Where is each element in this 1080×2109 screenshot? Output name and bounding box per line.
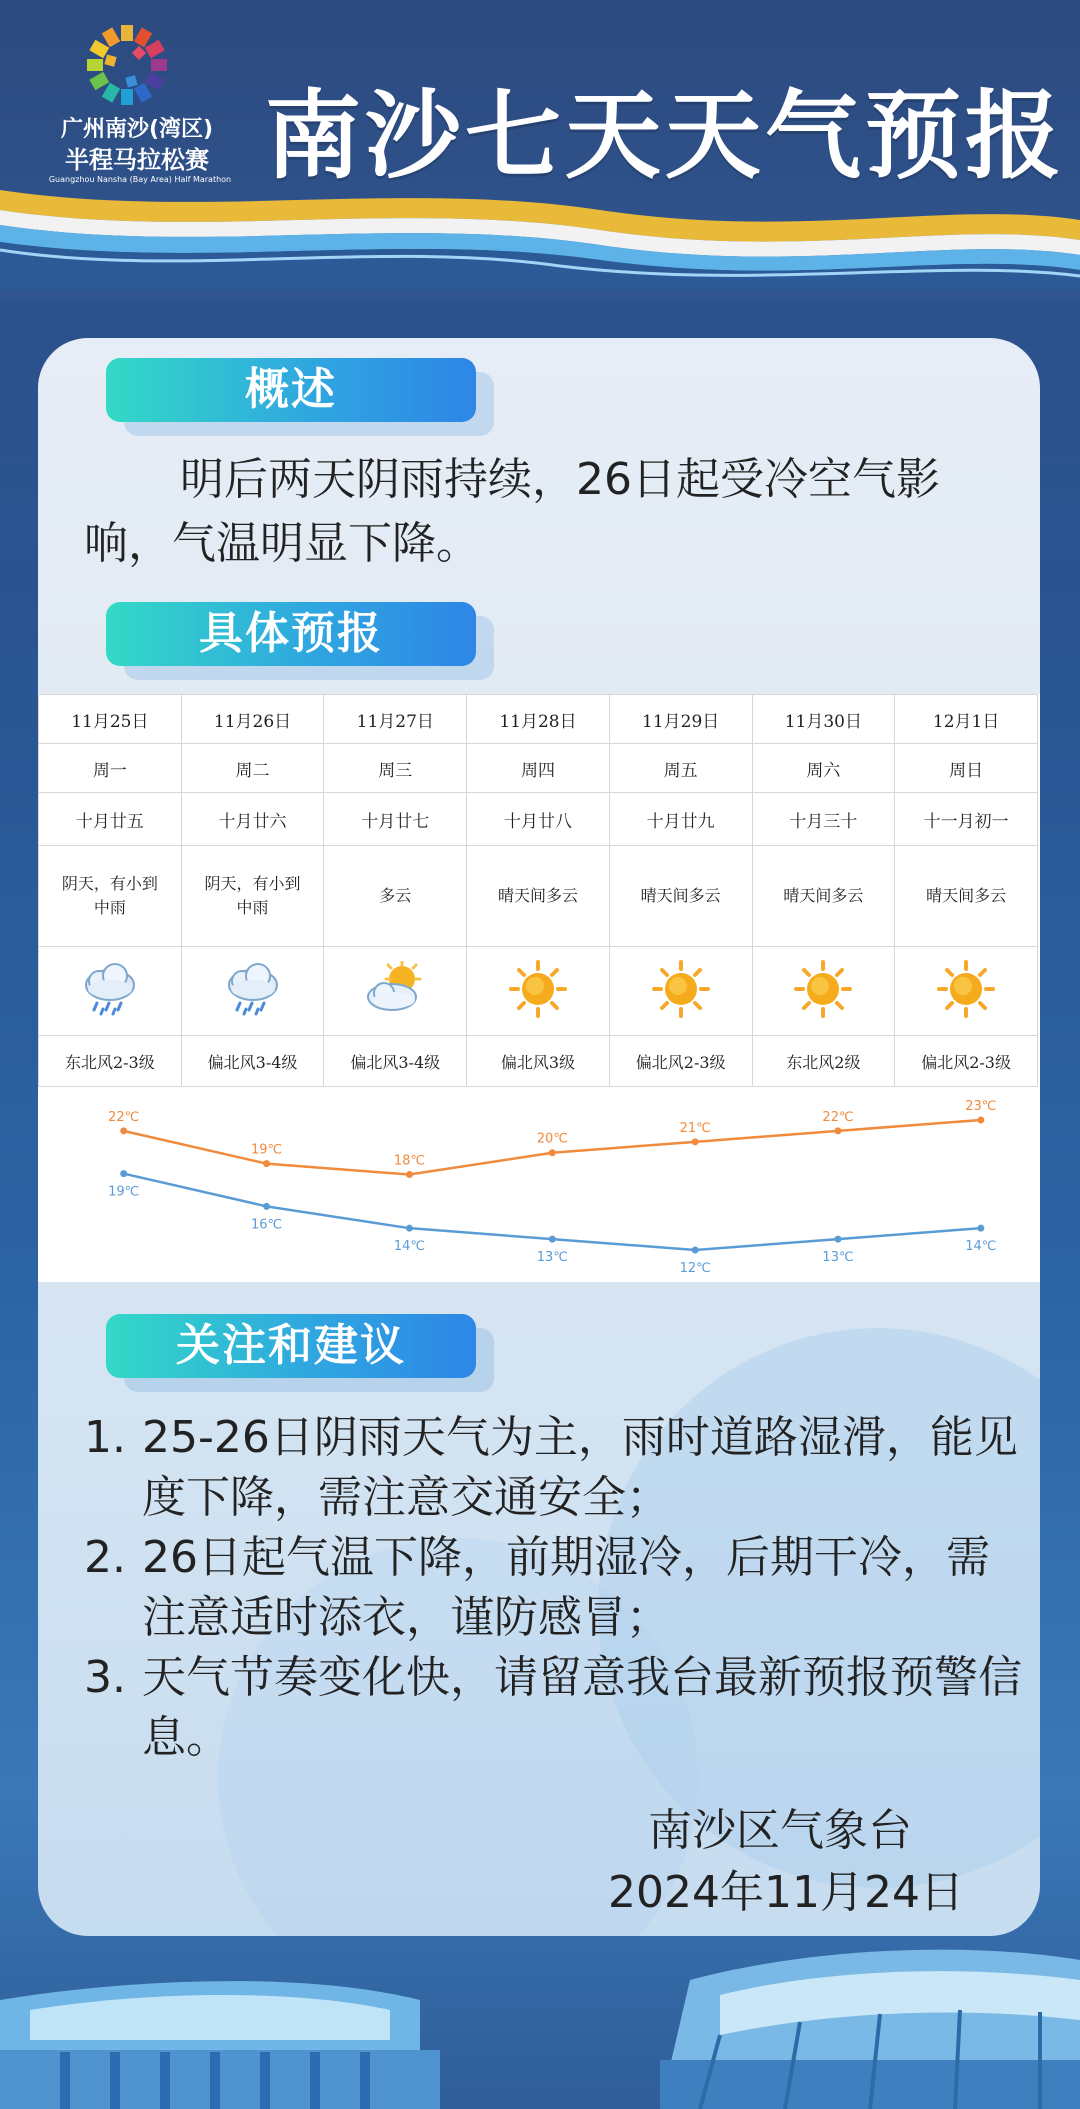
row-weekday (39, 744, 1038, 793)
cell-lunar: 十月廿五 (39, 793, 182, 846)
temp-label: 13℃ (822, 1250, 854, 1266)
temp-point (835, 1236, 842, 1243)
logo-line3: Guangzhou Nansha (Bay Area) Half Marathon (48, 175, 232, 184)
advice-text: 25-26日阴雨天气为主，雨时道路湿滑，能见度下降，需注意交通安全； (142, 1412, 1018, 1523)
section-header-advice (106, 1314, 476, 1378)
cell-wind: 偏北风3级 (467, 1036, 610, 1087)
cell-wind: 东北风2-3级 (39, 1036, 182, 1087)
advice-text: 天气节奏变化快，请留意我台最新预报预警信息。 (142, 1652, 1022, 1763)
cell-lunar: 十月廿八 (467, 793, 610, 846)
advice-number: 2. (84, 1532, 126, 1583)
cloud-sun-icon (362, 961, 428, 1017)
temp-point (406, 1171, 413, 1178)
temp-label: 14℃ (393, 1239, 426, 1255)
sun-icon (505, 959, 571, 1019)
cell-date: 12月1日 (895, 695, 1038, 744)
temp-label: 22℃ (822, 1109, 854, 1125)
temp-point (549, 1236, 556, 1243)
temp-point (835, 1127, 842, 1134)
row-wind (39, 1036, 1038, 1087)
cell-lunar: 十月三十 (752, 793, 895, 846)
temp-point (263, 1203, 270, 1210)
advice-item (84, 1528, 1024, 1648)
temp-point (549, 1149, 556, 1156)
cell-lunar: 十月廿九 (609, 793, 752, 846)
row-icons (39, 947, 1038, 1036)
logo-mark-icon (82, 20, 172, 110)
cell-date: 11月26日 (181, 695, 324, 744)
advice-list (84, 1408, 1024, 1768)
weather-text: 阴天，有小到中雨 (204, 874, 301, 917)
temp-point (406, 1225, 413, 1232)
cell-weather (39, 846, 182, 947)
advice-text: 26日起气温下降，前期湿冷，后期干冷，需注意适时添衣，谨防感冒； (142, 1532, 990, 1643)
forecast-table (38, 694, 1040, 1282)
advice-number: 3. (84, 1652, 126, 1703)
cell-weekday: 周四 (467, 744, 610, 793)
cell-date: 11月29日 (609, 695, 752, 744)
cell-date: 11月30日 (752, 695, 895, 744)
row-weather (39, 846, 1038, 947)
logo-line1: 广州南沙(湾区) (60, 117, 214, 142)
cell-weekday: 周三 (324, 744, 467, 793)
temp-point (120, 1170, 127, 1177)
advice-number: 1. (84, 1412, 126, 1463)
cell-weather: 晴天间多云 (609, 846, 752, 947)
cell-wind: 偏北风3-4级 (324, 1036, 467, 1087)
cell-lunar: 十月廿六 (181, 793, 324, 846)
temp-label: 21℃ (679, 1120, 711, 1136)
temp-label: 14℃ (965, 1239, 997, 1255)
cell-weather (181, 846, 324, 947)
marathon-logo (40, 20, 232, 184)
cell-weather: 多云 (324, 846, 467, 947)
temp-label: 16℃ (250, 1217, 283, 1233)
cell-lunar: 十一月初一 (895, 793, 1038, 846)
cloud-rain-icon (220, 961, 286, 1017)
temperature-chart (38, 1080, 1038, 1280)
cell-icon (752, 947, 895, 1036)
temp-label: 19℃ (250, 1142, 283, 1158)
sun-icon (933, 959, 999, 1019)
temp-point (263, 1160, 270, 1167)
cell-weekday: 周五 (609, 744, 752, 793)
temp-label: 18℃ (393, 1153, 426, 1169)
summary-text: 明后两天阴雨持续，26日起受冷空气影响，气温明显下降。 (84, 454, 940, 569)
temp-label: 13℃ (536, 1250, 568, 1266)
sun-icon (648, 959, 714, 1019)
temp-label: 12℃ (679, 1261, 711, 1276)
cell-weekday: 周六 (752, 744, 895, 793)
advice-item (84, 1408, 1024, 1528)
cell-weather: 晴天间多云 (467, 846, 610, 947)
row-date (39, 695, 1038, 744)
cell-icon (324, 947, 467, 1036)
section-header-forecast (106, 602, 476, 666)
cell-wind: 偏北风2-3级 (609, 1036, 752, 1087)
signature-date: 2024年11月24日 (608, 1867, 964, 1918)
temp-label: 23℃ (965, 1099, 997, 1114)
advice-item (84, 1648, 1024, 1768)
cell-weather: 晴天间多云 (895, 846, 1038, 947)
cell-weekday: 周日 (895, 744, 1038, 793)
cell-date: 11月25日 (39, 695, 182, 744)
temp-point (692, 1247, 699, 1254)
cell-icon (39, 947, 182, 1036)
cell-weekday: 周一 (39, 744, 182, 793)
cell-wind: 东北风2级 (752, 1036, 895, 1087)
cell-date: 11月28日 (467, 695, 610, 744)
temp-point (692, 1138, 699, 1145)
temp-label: 20℃ (536, 1131, 568, 1147)
temp-point (977, 1225, 984, 1232)
cell-icon (895, 947, 1038, 1036)
weather-text: 阴天，有小到中雨 (61, 874, 158, 917)
cell-icon (181, 947, 324, 1036)
header (0, 0, 1080, 300)
temp-label: 22℃ (108, 1109, 140, 1125)
logo-line2: 半程马拉松赛 (65, 146, 209, 174)
page-title: 南沙七天天气预报 (265, 80, 1065, 192)
sun-icon (790, 959, 856, 1019)
section-header-summary (106, 358, 476, 422)
cell-icon (609, 947, 752, 1036)
section-title: 概述 (245, 364, 337, 415)
cell-wind: 偏北风2-3级 (895, 1036, 1038, 1087)
cell-wind: 偏北风3-4级 (181, 1036, 324, 1087)
temp-label: 19℃ (108, 1184, 140, 1200)
signature-org: 南沙区气象台 (648, 1805, 912, 1856)
cell-weather: 晴天间多云 (752, 846, 895, 947)
cell-weekday: 周二 (181, 744, 324, 793)
cell-date: 11月27日 (324, 695, 467, 744)
cell-lunar: 十月廿七 (324, 793, 467, 846)
section-title: 具体预报 (199, 608, 383, 659)
temp-point (120, 1127, 127, 1134)
cloud-rain-icon (77, 961, 143, 1017)
temp-point (977, 1117, 984, 1124)
stadium-illustration (0, 1940, 1080, 2109)
cell-icon (467, 947, 610, 1036)
section-title: 关注和建议 (176, 1320, 406, 1371)
decorative-waves (0, 180, 1080, 290)
row-lunar (39, 793, 1038, 846)
